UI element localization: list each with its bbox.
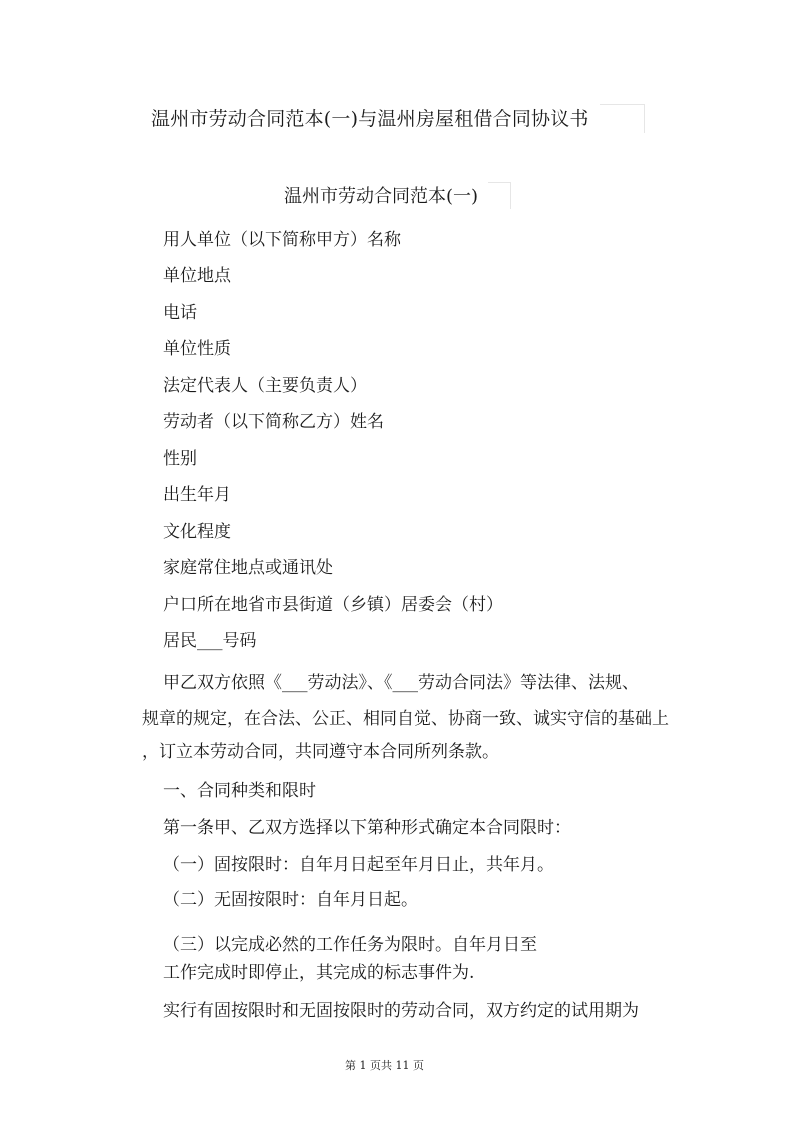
field-legal-representative: 法定代表人（主要负责人） <box>163 376 367 396</box>
intro-line-3: ，订立本劳动合同，共同遵守本合同所列条款。 <box>142 742 499 762</box>
probation-clause: 实行有固按限时和无固按限时的劳动合同，双方约定的试用期为 <box>163 1001 639 1021</box>
contract-subtitle: 温州市劳动合同范本(一) <box>284 186 479 207</box>
field-household-registration: 户口所在地省市县街道（乡镇）居委会（村） <box>163 595 503 615</box>
title-frame <box>600 104 645 133</box>
option-fixed-term: （一）固按限时：自年月日起至年月日止，共年月。 <box>163 855 554 875</box>
field-home-address: 家庭常住地点或通讯处 <box>163 558 333 578</box>
field-employer-type: 单位性质 <box>163 339 231 359</box>
field-education: 文化程度 <box>163 522 231 542</box>
field-employee-name: 劳动者（以下简称乙方）姓名 <box>163 412 384 432</box>
intro-line-2: 规章的规定，在合法、公正、相同自觉、协商一致、诚实守信的基础上 <box>142 709 669 729</box>
subtitle-frame <box>488 182 511 209</box>
intro-line-1: 甲乙双方依照《___劳动法》、《___劳动合同法》等法律、法规、 <box>163 673 639 693</box>
article-1: 第一条甲、乙双方选择以下第种形式确定本合同限时： <box>163 818 571 838</box>
option-task-based: （三）以完成必然的工作任务为限时。自年月日至 <box>163 935 537 955</box>
document-title: 温州市劳动合同范本(一)与温州房屋租借合同协议书 <box>151 108 589 130</box>
section-heading: 一、合同种类和限时 <box>163 781 316 801</box>
field-resident-id: 居民___号码 <box>163 631 257 651</box>
field-employer-name: 用人单位（以下简称甲方）名称 <box>163 230 401 250</box>
field-gender: 性别 <box>163 449 197 469</box>
page-number: 第 1 页共 11 页 <box>345 1059 424 1072</box>
field-phone: 电话 <box>163 303 197 323</box>
field-birth-date: 出生年月 <box>163 485 231 505</box>
field-employer-address: 单位地点 <box>163 266 231 286</box>
option-open-ended: （二）无固按限时：自年月日起。 <box>163 890 418 910</box>
option-task-based-continued: 工作完成时即停止，其完成的标志事件为. <box>163 963 475 983</box>
